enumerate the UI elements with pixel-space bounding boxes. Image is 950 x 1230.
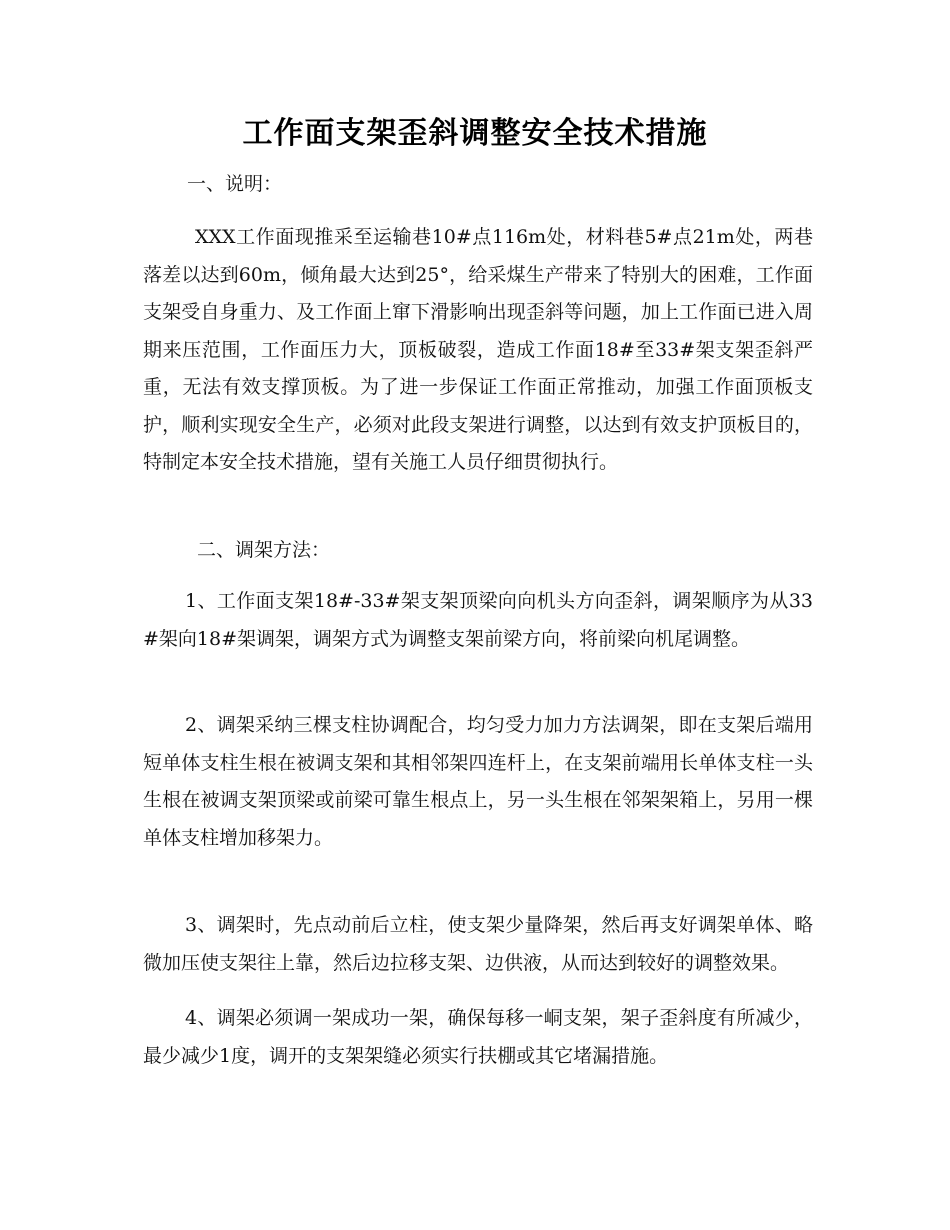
method-item-1: 1、工作面支架18#-33#架支架顶梁向向机头方向歪斜，调架顺序为从33#架向18#架调架，调架方式为调整支架前梁方向，将前梁向机尾调整。 (143, 590, 813, 650)
method-item-2: 2、调架采纳三棵支柱协调配合，均匀受力加力方法调架，即在支架后端用短单体支柱生根在被调支架和其相邻架四连杆上，在支架前端用长单体支柱一头生根在被调支架顶梁或前梁可靠生根点上，另一头生根在邻架架箱上，另用一棵单体支柱增加移架力。 (143, 714, 813, 849)
document-title: 工作面支架歪斜调整安全技术措施 (242, 116, 708, 151)
method-item-3: 3、调架时，先点动前后立柱，使支架少量降架，然后再支好调架单体、略微加压使支架往上靠，然后边拉移支架、边供液，从而达到较好的调整效果。 (143, 914, 813, 974)
section-heading-method: 二、调架方法： (197, 539, 331, 561)
method-item-4: 4、调架必须调一架成功一架，确保每移一峒支架，架子歪斜度有所减少，最少减少1度，调开的支架架缝必须实行扶棚或其它堵漏措施。 (143, 1007, 813, 1067)
section-heading-description: 一、说明： (187, 173, 283, 195)
description-paragraph: XXX工作面现推采至运输巷10#点116m处，材料巷5#点21m处，两巷落差以达到60m，倾角最大达到25°，给采煤生产带来了特别大的困难，工作面支架受自身重力、及工作面上窜下滑影响出现歪斜等问题，加上工作面已进入周期来压范围，工作面压力大，顶板破裂，造成工作面18#至33#架支架歪斜严重，无法有效支撑顶板。为了进一步保证工作面正常推动，加强工作面顶板支护，顺利实现安全生产，必须对此段支架进行调整，以达到有效支护顶板目的，特制定本安全技术措施，望有关施工人员仔细贯彻执行。 (143, 226, 813, 473)
